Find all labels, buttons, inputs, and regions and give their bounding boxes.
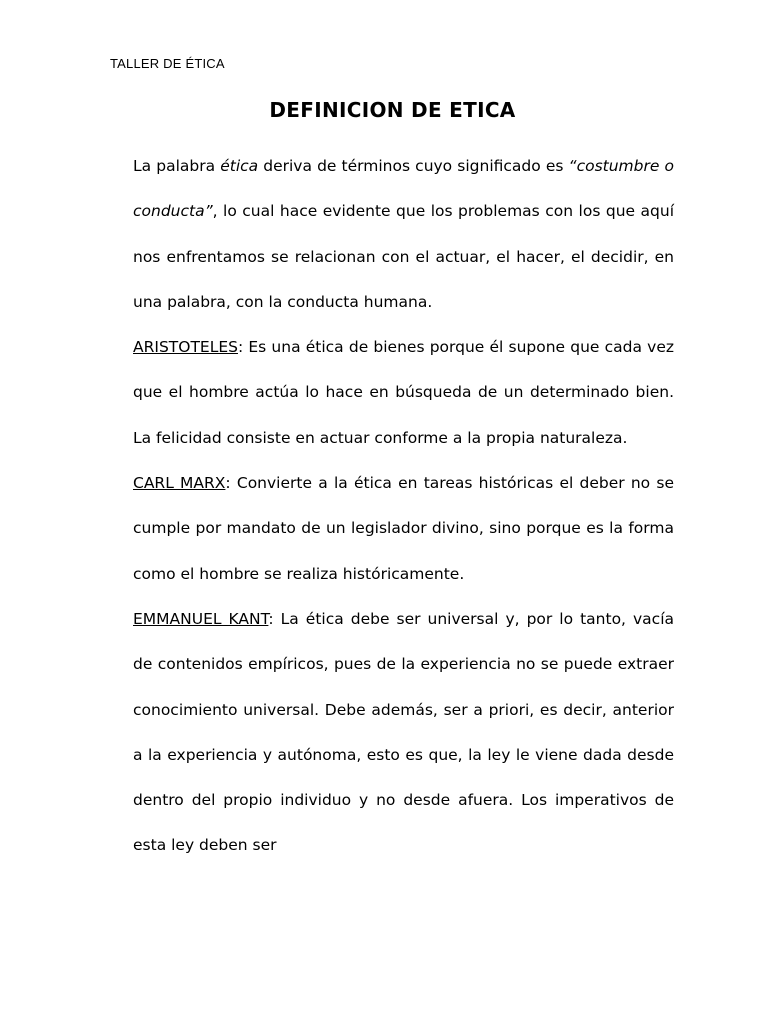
intro-quote: “costumbre o conducta” — [133, 157, 674, 221]
running-header: TALLER DE ÉTICA — [110, 56, 225, 71]
section-heading-aristoteles: ARISTOTELES — [133, 338, 238, 357]
intro-paragraph — [133, 144, 674, 325]
section-marx — [133, 461, 674, 597]
intro-text-post: , lo cual hace evidente que los problemas con los que aquí nos enfrentamos se relacionan con el actuar, el hacer, el decidir, en una palabra, con la conducta humana. — [133, 202, 674, 311]
section-heading-marx: CARL MARX — [133, 474, 226, 493]
intro-term: ética — [220, 157, 259, 175]
section-text-marx: : Convierte a la ética en tareas históricas el deber no se cumple por mandato de un legislador divino, sino porque es la forma como el hombre se realiza históricamente. — [133, 474, 674, 583]
section-text-kant: : La ética debe ser universal y, por lo tanto, vacía de contenidos empíricos, pues de la experiencia no se puede extraer conocimiento universal. Debe además, ser a priori, es decir, anterior a la experiencia y autónoma, esto es que, la ley le viene dada desde dentro del propio individuo y no desde afuera. Los imperativos de esta ley deben ser — [133, 609, 674, 855]
page-title: DEFINICION DE ETICA — [269, 98, 516, 122]
intro-text-pre: La palabra — [133, 157, 221, 175]
section-text-aristoteles: : Es una ética de bienes porque él supone que cada vez que el hombre actúa lo hace en búsqueda de un determinado bien. La felicidad consiste en actuar conforme a la propia naturaleza. — [133, 338, 674, 447]
intro-text-mid: deriva de términos cuyo significado es — [258, 157, 569, 175]
section-heading-kant: EMMANUEL KANT — [133, 609, 269, 628]
document-body — [133, 144, 674, 869]
section-aristoteles — [133, 325, 674, 461]
section-kant — [133, 597, 674, 869]
